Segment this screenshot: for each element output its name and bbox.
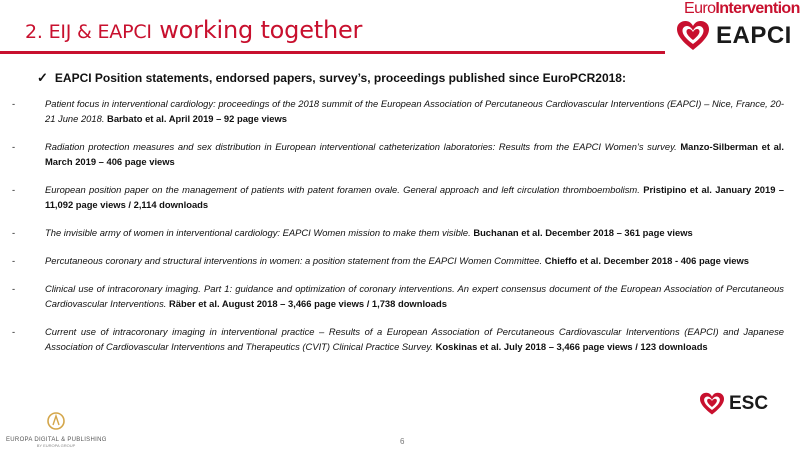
page-title bbox=[25, 16, 362, 44]
publisher-logo bbox=[6, 412, 106, 448]
publication-citation: Barbato et al. April 2019 – 92 page views bbox=[107, 113, 287, 124]
publication-title: The invisible army of women in interventional cardiology: EAPCI Women mission to make them visible. bbox=[45, 227, 471, 238]
publication-citation: Manzo-Silberman et al. March 2019 – 406 page views bbox=[45, 141, 785, 167]
section-heading bbox=[37, 70, 626, 86]
eapci-logo bbox=[676, 20, 792, 52]
publication-title: Percutaneous coronary and structural interventions in women: a position statement from the EAPCI Women Committee. bbox=[45, 255, 543, 266]
publisher-subtitle: BY EUROPA GROUP bbox=[36, 443, 76, 448]
publication-title: European position paper on the management of patients with patent foramen ovale. General approach and left circulation thromboembolism. bbox=[45, 184, 640, 195]
publisher-mark-icon bbox=[47, 412, 65, 430]
publication-title: Radiation protection measures and sex distribution in European interventional catheterization laboratories: Results from the EAPCI Women’s survey. bbox=[45, 141, 677, 152]
list-item bbox=[12, 281, 784, 311]
list-item bbox=[12, 139, 784, 169]
list-item bbox=[12, 253, 784, 268]
section-heading-text: EAPCI Position statements, endorsed papers, survey’s, proceedings published since EuroPCR2018: bbox=[54, 71, 626, 85]
bullet-dash: - bbox=[12, 326, 16, 337]
publication-title: Clinical use of intracoronary imaging. Part 1: guidance and optimization of coronary interventions. An expert consensus document of the European Association of Percutaneous Cardiovascular Interventions. bbox=[45, 283, 784, 309]
esc-logo-text: ESC bbox=[729, 393, 769, 414]
bullet-dash: - bbox=[12, 98, 16, 109]
list-item bbox=[12, 324, 784, 354]
ei-logo-intervention: Intervention bbox=[715, 0, 800, 17]
title-underline bbox=[0, 51, 665, 54]
publication-title: Current use of intracoronary imaging in interventional practice – Results of a European Association of Percutaneous Cardiovascular Interventions (EAPCI) and Japanese Association of Cardiovascular Interventions and Therapeutics (CVIT) Clinical Practice Survey. bbox=[45, 326, 784, 352]
list-item bbox=[12, 225, 784, 240]
title-prefix: 2. EIJ & EAPCI bbox=[25, 21, 152, 43]
checkmark-icon: ✓ bbox=[37, 70, 48, 85]
eurointervention-logo bbox=[684, 0, 800, 18]
list-item bbox=[12, 182, 784, 212]
esc-heart-icon bbox=[699, 392, 725, 416]
page-number: 6 bbox=[400, 437, 405, 446]
list-item bbox=[12, 96, 784, 126]
publication-citation: Koskinas et al. July 2018 – 3,466 page views / 123 downloads bbox=[435, 341, 708, 352]
publication-citation: Buchanan et al. December 2018 – 361 page views bbox=[473, 227, 693, 238]
eapci-heart-icon bbox=[676, 20, 710, 52]
bullet-dash: - bbox=[12, 184, 16, 195]
eapci-logo-text: EAPCI bbox=[716, 22, 792, 49]
bullet-dash: - bbox=[12, 227, 16, 238]
publication-citation: Pristipino et al. January 2019 – 11,092 page views / 2,114 downloads bbox=[45, 184, 785, 210]
publication-list bbox=[12, 96, 784, 367]
publisher-name: EUROPA DIGITAL & PUBLISHING bbox=[6, 437, 107, 443]
bullet-dash: - bbox=[12, 255, 16, 266]
esc-logo bbox=[699, 392, 768, 416]
publication-citation: Chieffo et al. December 2018 - 406 page views bbox=[544, 255, 749, 266]
bullet-dash: - bbox=[12, 141, 16, 152]
bullet-dash: - bbox=[12, 283, 16, 294]
ei-logo-euro: Euro bbox=[684, 0, 716, 17]
title-rest: working together bbox=[151, 16, 363, 44]
publication-citation: Räber et al. August 2018 – 3,466 page views / 1,738 downloads bbox=[169, 298, 447, 309]
publication-title: Patient focus in interventional cardiology: proceedings of the 2018 summit of the European Association of Percutaneous Cardiovascular Interventions (EAPCI) – Nice, France, 20-21 June 2018. bbox=[45, 98, 784, 124]
